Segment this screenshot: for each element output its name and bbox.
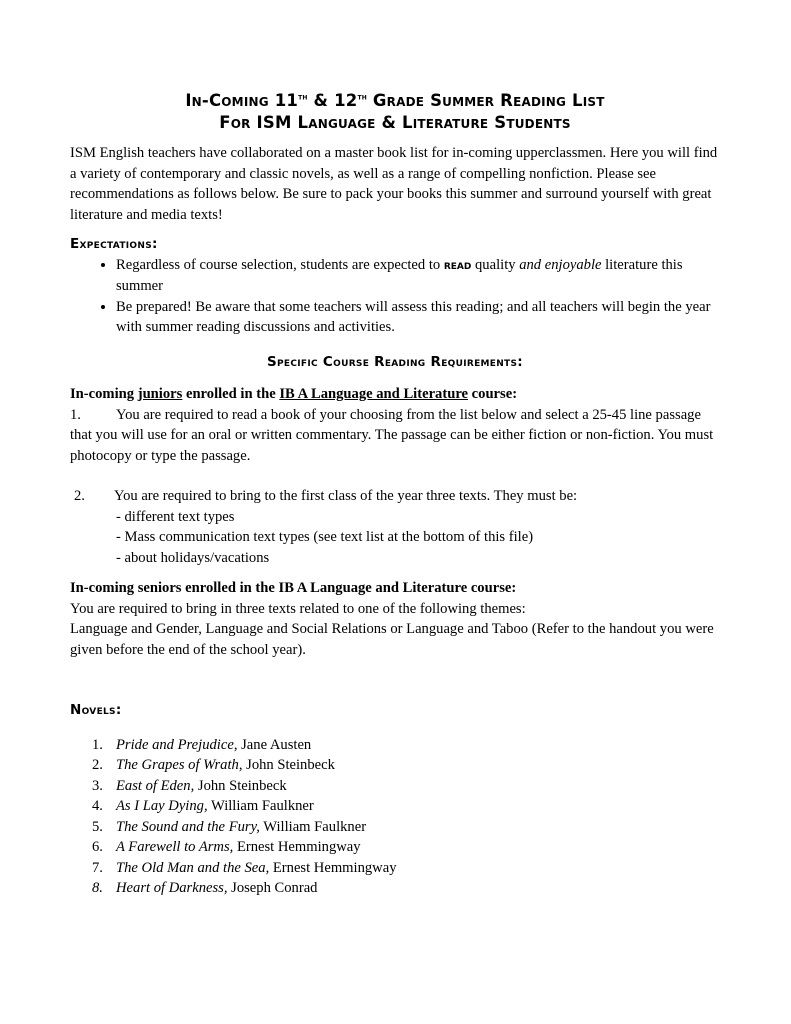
novel-item: 7. The Old Man and the Sea, Ernest Hemmingway xyxy=(92,859,397,876)
juniors-section xyxy=(70,384,720,568)
novels-list xyxy=(70,735,720,899)
specific-requirements-heading: Specific Course Reading Requirements: xyxy=(267,353,523,370)
novel-title: Heart of Darkness, xyxy=(116,880,228,896)
novel-title: The Grapes of Wrath, xyxy=(116,757,243,773)
novel-item: 8. Heart of Darkness, Joseph Conrad xyxy=(92,880,318,896)
expectations-list xyxy=(70,255,720,338)
novel-item: 6. A Farewell to Arms, Ernest Hemmingway xyxy=(92,839,361,855)
juniors-sub-item: - about holidays/vacations xyxy=(116,549,270,566)
novel-item: 3. East of Eden, John Steinbeck xyxy=(92,777,287,794)
novel-title: A Farewell to Arms, xyxy=(116,839,234,855)
expectations-heading: Expectations: xyxy=(70,236,158,252)
juniors-item-2: 2. You are required to bring to the first class of the year three texts. They must be: xyxy=(74,488,578,504)
seniors-line-1: You are required to bring in three texts related to one of the following themes: xyxy=(70,600,526,617)
novel-author: Ernest Hemmingway xyxy=(236,839,361,855)
document-page xyxy=(70,90,720,899)
list-item: • Be prepared! Be aware that some teachers will assess this reading; and all teachers will begin the year with summer reading discussions and activities. xyxy=(116,297,720,338)
juniors-item-1: 1. You are required to read a book of your choosing from the list below and select a 25-45 line passage that you will use for an oral or written commentary. The passage can be either fiction or non-fiction. You must photocopy or type the passage. xyxy=(70,406,714,464)
seniors-heading: In-coming seniors enrolled in the IB A Language and Literature course: xyxy=(70,580,517,596)
novel-author: Joseph Conrad xyxy=(231,880,318,896)
novel-item: 4. As I Lay Dying, William Faulkner xyxy=(92,798,314,814)
novels-heading: Novels: xyxy=(70,702,122,718)
title-line-2: For ISM Language & Literature Students xyxy=(219,113,571,132)
page-title xyxy=(70,90,720,134)
seniors-section xyxy=(70,578,720,660)
read-emphasis: read xyxy=(443,257,472,273)
novel-item: 1. Pride and Prejudice, Jane Austen xyxy=(92,736,312,753)
juniors-heading: In-coming juniors enrolled in the IB A Language and Literature course: xyxy=(70,386,518,402)
intro-paragraph: ISM English teachers have collaborated on a master book list for in-coming upperclassmen. Here you will find a variety of contemporary and classic novels, as well as a range of compelling nonfiction. Please see recommendations as follows below. Be sure to pack your books this summer and surround yourself with great literature and media texts! xyxy=(70,145,718,223)
novel-title: The Sound and the Fury, xyxy=(116,818,260,835)
seniors-line-2: Language and Gender, Language and Social Relations or Language and Taboo (Refer to the handout you were given before the end of the school year). xyxy=(70,621,714,658)
list-item: • Regardless of course selection, students are expected to read quality and enjoyable literature this summer xyxy=(116,255,720,297)
novel-item: 5. The Sound and the Fury, William Faulkner xyxy=(92,818,367,835)
novel-author: William Faulkner xyxy=(211,798,314,814)
novel-title: As I Lay Dying, xyxy=(116,798,208,814)
novel-author: John Steinbeck xyxy=(197,777,287,794)
novel-item: 2. The Grapes of Wrath, John Steinbeck xyxy=(92,757,335,773)
novel-author: William Faulkner xyxy=(263,818,367,835)
novel-title: East of Eden, xyxy=(116,777,195,794)
novel-title: Pride and Prejudice xyxy=(116,736,234,753)
novel-title: The Old Man and the Sea, xyxy=(116,859,270,876)
novel-author: Ernest Hemmingway xyxy=(272,859,397,876)
novel-author: John Steinbeck xyxy=(246,757,335,773)
title-line-1: In-Coming 11th & 12th Grade Summer Reading List xyxy=(185,91,605,110)
novel-author: Jane Austen xyxy=(241,736,312,753)
juniors-sub-item: - different text types xyxy=(116,508,235,525)
juniors-sub-item: - Mass communication text types (see text list at the bottom of this file) xyxy=(116,529,534,545)
